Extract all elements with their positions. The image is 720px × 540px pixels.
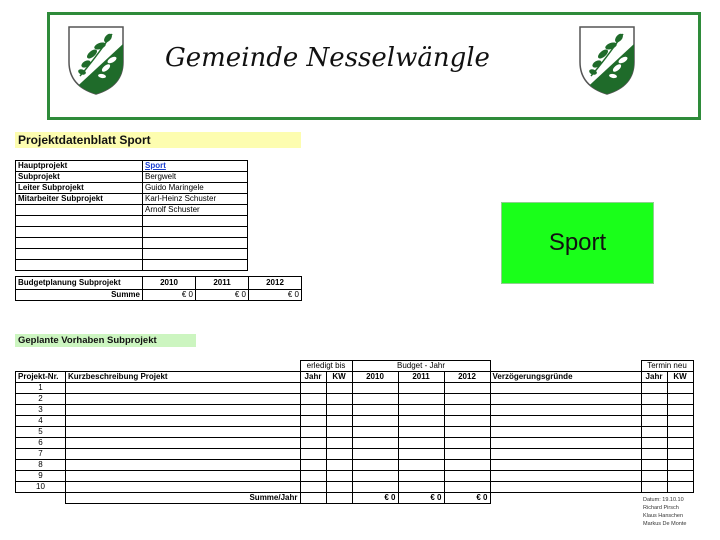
table-row — [16, 172, 248, 183]
plans-title: Geplante Vorhaben Subprojekt — [15, 334, 196, 347]
budget-sum: € 0 — [196, 290, 249, 301]
table-row — [16, 427, 694, 438]
col-header-jahr: Jahr — [641, 372, 667, 383]
plans-sum-label: Summe/Jahr — [66, 493, 301, 504]
table-row — [16, 227, 248, 238]
col-header-year: 2011 — [398, 372, 444, 383]
info-label: Hauptprojekt — [16, 161, 143, 172]
project-info-table — [15, 160, 248, 271]
budget-year: 2010 — [143, 277, 196, 290]
table-row — [16, 493, 694, 504]
row-number: 8 — [16, 460, 66, 471]
table-row — [16, 260, 248, 271]
col-header-year: 2012 — [444, 372, 490, 383]
row-number: 10 — [16, 482, 66, 493]
table-row — [16, 460, 694, 471]
table-row — [16, 438, 694, 449]
budget-sum: € 0 — [249, 290, 302, 301]
info-label: Subprojekt — [16, 172, 143, 183]
info-value: Arnolf Schuster — [143, 205, 248, 216]
row-number: 2 — [16, 394, 66, 405]
table-row — [16, 290, 302, 301]
footer-name: Richard Pirsch — [643, 505, 679, 511]
info-label: Leiter Subprojekt — [16, 183, 143, 194]
col-header-jahr: Jahr — [300, 372, 326, 383]
row-number: 3 — [16, 405, 66, 416]
budget-sum: € 0 — [143, 290, 196, 301]
table-row — [16, 482, 694, 493]
info-label — [16, 205, 143, 216]
plans-table — [15, 360, 694, 504]
table-row — [16, 277, 302, 290]
info-label: Mitarbeiter Subprojekt — [16, 194, 143, 205]
row-number: 9 — [16, 471, 66, 482]
col-header-year: 2010 — [352, 372, 398, 383]
footer-name: Klaus Hanschen — [643, 513, 684, 519]
col-header-nr: Projekt-Nr. — [16, 372, 66, 383]
table-row — [16, 194, 248, 205]
info-value: Karl-Heinz Schuster — [143, 194, 248, 205]
table-row — [16, 416, 694, 427]
table-row — [16, 394, 694, 405]
table-row — [16, 249, 248, 260]
col-header-kw: KW — [326, 372, 352, 383]
row-number: 1 — [16, 383, 66, 394]
info-value[interactable]: Sport — [143, 161, 248, 172]
table-row — [16, 372, 694, 383]
row-number: 6 — [16, 438, 66, 449]
col-header-reasons: Verzögerungsgründe — [490, 372, 641, 383]
footer-date: Datum: 19.10.10 — [643, 497, 684, 503]
plans-sum: € 0 — [352, 493, 398, 504]
table-row — [16, 449, 694, 460]
budget-label: Budgetplanung Subprojekt — [16, 277, 143, 290]
termin-neu-header: Termin neu — [641, 361, 693, 372]
table-row — [16, 471, 694, 482]
sheet-title: Projektdatenblatt Sport — [15, 132, 301, 148]
budget-year: 2011 — [196, 277, 249, 290]
table-row — [16, 183, 248, 194]
footer-info — [643, 496, 686, 528]
table-row — [16, 405, 694, 416]
info-value: Guido Maringele — [143, 183, 248, 194]
coat-of-arms-icon — [577, 24, 637, 96]
footer-name: Markus De Monte — [643, 521, 687, 527]
budget-year: 2012 — [249, 277, 302, 290]
row-number: 4 — [16, 416, 66, 427]
table-row — [16, 238, 248, 249]
table-row — [16, 161, 248, 172]
col-header-desc: Kurzbeschreibung Projekt — [66, 372, 301, 383]
table-row — [16, 361, 694, 372]
table-row — [16, 216, 248, 227]
erledigt-bis-header: erledigt bis — [300, 361, 352, 372]
table-row — [16, 383, 694, 394]
budget-sum-label: Summe — [16, 290, 143, 301]
col-header-kw: KW — [667, 372, 693, 383]
plans-sum: € 0 — [444, 493, 490, 504]
budget-table — [15, 276, 302, 301]
municipality-title: Gemeinde Nesselwängle — [165, 43, 490, 73]
row-number: 5 — [16, 427, 66, 438]
budget-jahr-header: Budget - Jahr — [352, 361, 490, 372]
plans-sum: € 0 — [398, 493, 444, 504]
coat-of-arms-icon — [66, 24, 126, 96]
row-number: 7 — [16, 449, 66, 460]
table-row — [16, 205, 248, 216]
info-value: Bergwelt — [143, 172, 248, 183]
sport-label-box: Sport — [501, 202, 654, 284]
